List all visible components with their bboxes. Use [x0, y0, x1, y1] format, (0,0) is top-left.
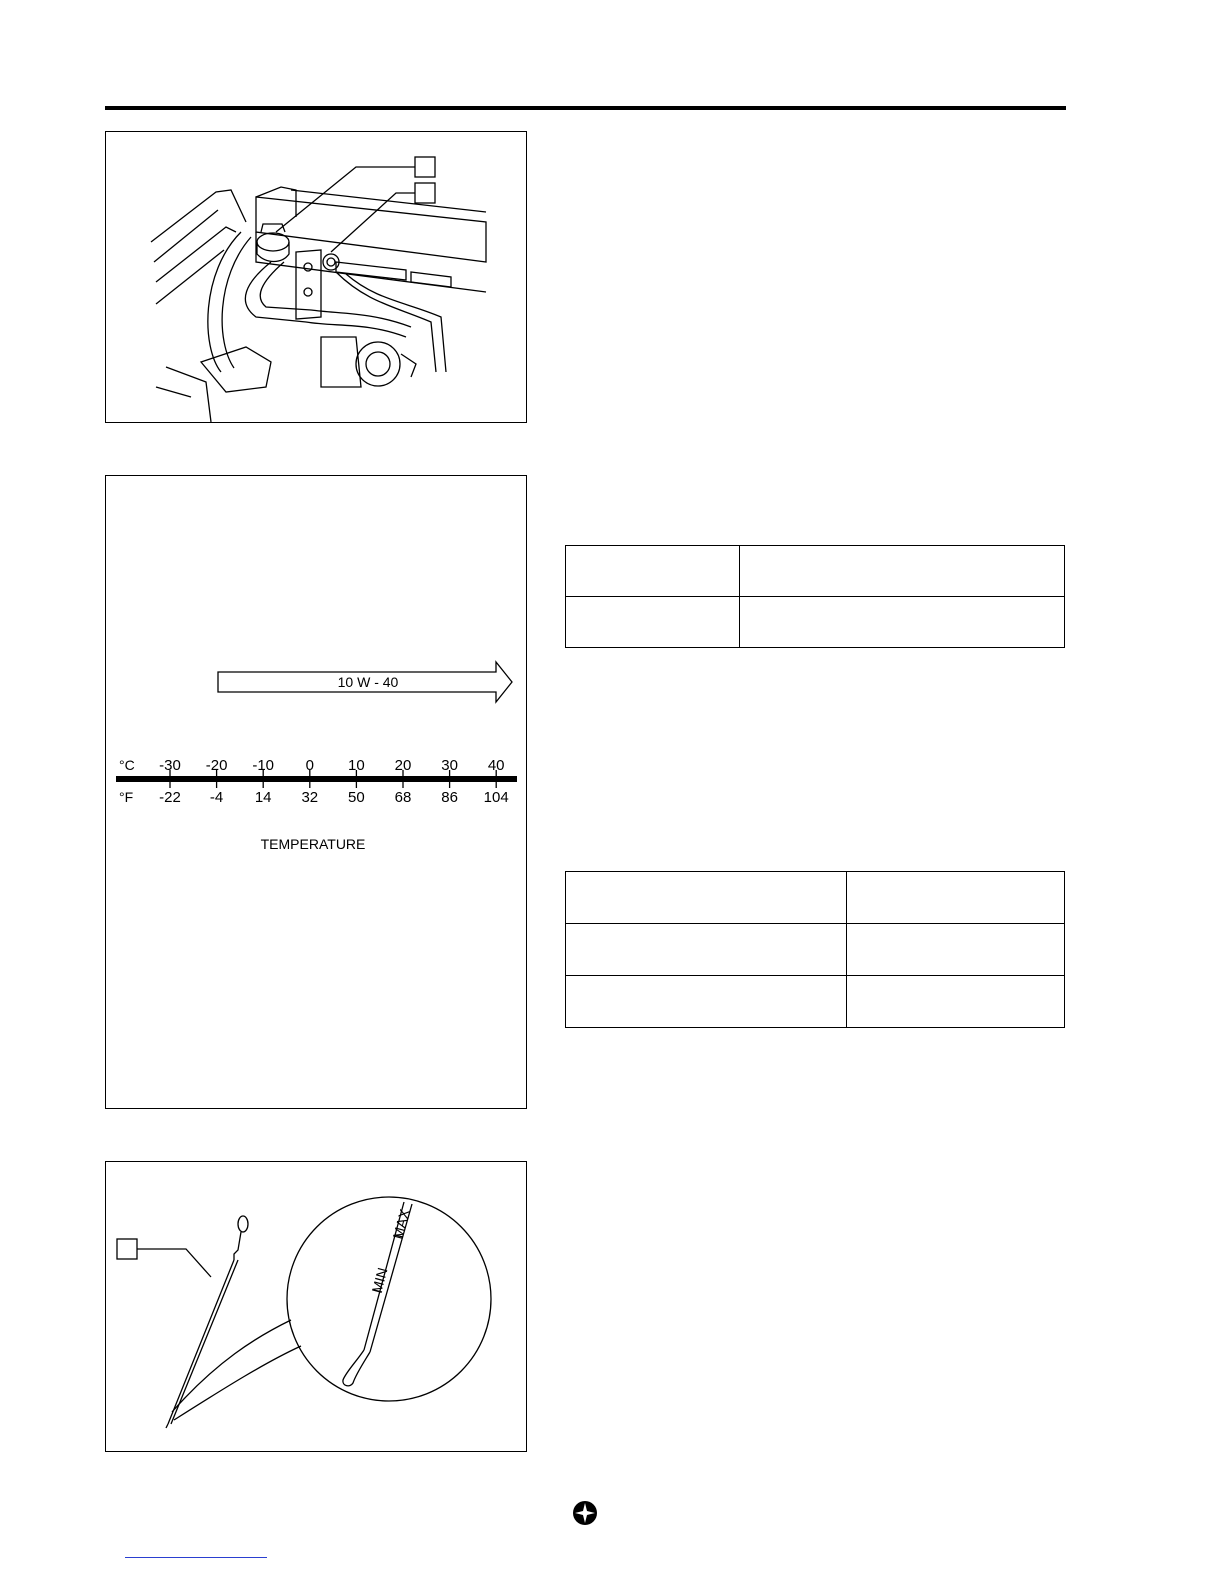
- callout-box-1: [415, 157, 435, 177]
- magnifier-circle: [287, 1197, 491, 1401]
- spec-table-2: [565, 871, 1065, 1028]
- table-cell: [566, 546, 740, 597]
- brand-logo-icon: [572, 1500, 598, 1531]
- temperature-axis-label: TEMPERATURE: [260, 836, 366, 852]
- table-row: [566, 924, 1065, 976]
- callout-box-2: [415, 183, 435, 203]
- dipstick-max-mark: MAX: [389, 1207, 413, 1241]
- celsius-tick-label: -20: [205, 757, 228, 774]
- fahrenheit-tick-label: 104: [483, 789, 509, 806]
- temperature-axis-bar: [116, 776, 517, 782]
- fahrenheit-tick-label: 86: [441, 789, 458, 806]
- fahrenheit-tick-label: 14: [254, 789, 272, 806]
- table-cell: [740, 546, 1065, 597]
- celsius-tick-label: 10: [348, 757, 365, 774]
- table-cell: [740, 597, 1065, 648]
- viscosity-grade-label: 10 W - 40: [337, 674, 399, 690]
- celsius-tick-label: -30: [159, 757, 181, 774]
- dipstick-drawing: [106, 1162, 528, 1453]
- engine-compartment-figure: [105, 131, 527, 423]
- table-cell: [847, 924, 1065, 976]
- dipstick-figure: [105, 1161, 527, 1452]
- callout-leader-1: [276, 167, 415, 232]
- oil-viscosity-chart: [106, 476, 528, 1110]
- header-rule: [105, 106, 1066, 110]
- fahrenheit-tick-label: 68: [394, 789, 412, 806]
- fahrenheit-tick-label: 32: [301, 789, 319, 806]
- fahrenheit-unit-label: °F: [119, 789, 134, 805]
- fahrenheit-tick-label: 50: [348, 789, 365, 806]
- celsius-tick-label: 0: [305, 757, 314, 774]
- celsius-tick-label: 40: [487, 757, 505, 774]
- table-cell: [566, 872, 847, 924]
- oil-viscosity-chart-figure: [105, 475, 527, 1109]
- table-cell: [566, 924, 847, 976]
- table-cell: [566, 597, 740, 648]
- callout-box-dipstick: [117, 1239, 137, 1259]
- footer-link-underline[interactable]: [125, 1557, 267, 1558]
- celsius-tick-label: 30: [441, 757, 458, 774]
- table-row: [566, 597, 1065, 648]
- table-cell: [566, 976, 847, 1028]
- engine-compartment-drawing: [106, 132, 528, 424]
- table-row: [566, 872, 1065, 924]
- table-cell: [847, 976, 1065, 1028]
- callout-leader-dipstick: [137, 1249, 211, 1277]
- table-row: [566, 976, 1065, 1028]
- celsius-tick-label: -10: [252, 757, 275, 774]
- table-row: [566, 546, 1065, 597]
- table-cell: [847, 872, 1065, 924]
- celsius-unit-label: °C: [119, 757, 135, 773]
- fahrenheit-tick-label: -4: [209, 789, 224, 806]
- spec-table-1: [565, 545, 1065, 648]
- celsius-tick-label: 20: [394, 757, 412, 774]
- fahrenheit-tick-label: -22: [159, 789, 181, 806]
- dipstick-min-mark: MIN: [368, 1265, 391, 1295]
